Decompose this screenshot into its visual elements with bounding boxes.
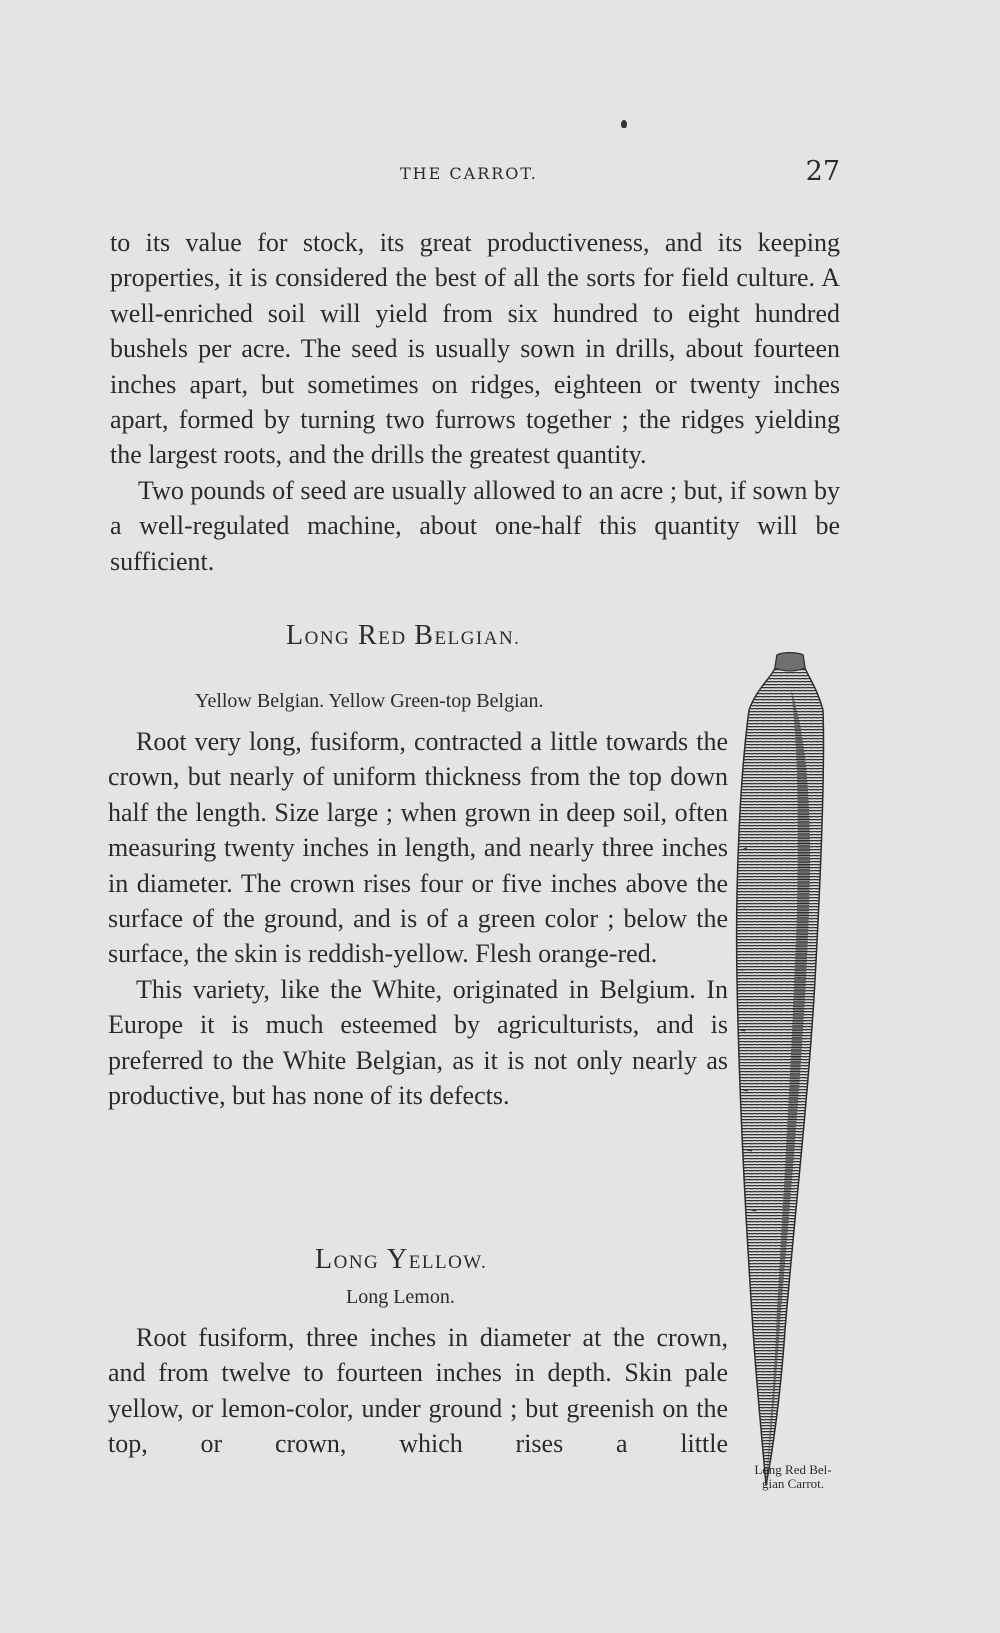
ink-speck xyxy=(621,120,627,128)
long-red-belgian-body xyxy=(108,724,728,1113)
running-title: THE CARROT. xyxy=(400,164,538,183)
page-number: 27 xyxy=(805,156,840,187)
synonyms-long-red-belgian: Yellow Belgian. Yellow Green-top Belgian. xyxy=(195,690,544,712)
intro-paragraph-2: Two pounds of seed are usually allowed to an acre ; but, if sown by a well-regulated machine, about one-half this quantity will be sufficient. xyxy=(110,475,840,576)
caption-line-1: Long Red Bel- xyxy=(754,1462,832,1477)
caption-line-2: gian Carrot. xyxy=(761,1476,825,1491)
carrot-illustration xyxy=(735,650,850,1490)
section-heading-long-yellow: LONG YELLOW. xyxy=(315,1244,488,1275)
carrot-crown xyxy=(775,653,805,671)
carrot-body xyxy=(737,653,824,1485)
long-yellow-body xyxy=(108,1320,728,1462)
figure-caption xyxy=(728,1463,858,1491)
synonyms-long-yellow: Long Lemon. xyxy=(346,1286,455,1308)
running-head xyxy=(110,156,840,196)
belgian-paragraph-1: Root very long, fusiform, contracted a little towards the crown, but nearly of uniform thickness from the top down half the length. Size large ; when grown in deep soil, often measuring twenty inches in length, and nearly three inches in diameter. The crown rises four or five inches above the surface of the ground, and is of a green color ; below the surface, the skin is reddish-yellow. Flesh orange-red. xyxy=(108,727,728,969)
section-heading-long-red-belgian: LONG RED BELGIAN. xyxy=(286,620,521,651)
intro-paragraph-1: to its value for stock, its great productiveness, and its keeping properties, it is considered the best of all the sorts for field culture. A well-enriched soil will yield from six hundred to eight hundred bushels per acre. The seed is usually sown in drills, about fourteen inches apart, but sometimes on ridges, eighteen or twenty inches apart, formed by turning two furrows together ; the ridges yielding the largest roots, and the drills the greatest quantity. xyxy=(110,228,840,470)
yellow-paragraph-1: Root fusiform, three inches in diameter at the crown, and from twelve to fourteen inches in depth. Skin pale yellow, or lemon-color, under ground ; but greenish on the top, or crown, which rises a little xyxy=(108,1323,728,1459)
intro-section xyxy=(110,225,840,579)
belgian-paragraph-2: This variety, like the White, originated in Belgium. In Europe it is much esteemed by agriculturists, and is preferred to the White Belgian, as it is not only nearly as productive, but has none of its defects. xyxy=(108,974,728,1111)
